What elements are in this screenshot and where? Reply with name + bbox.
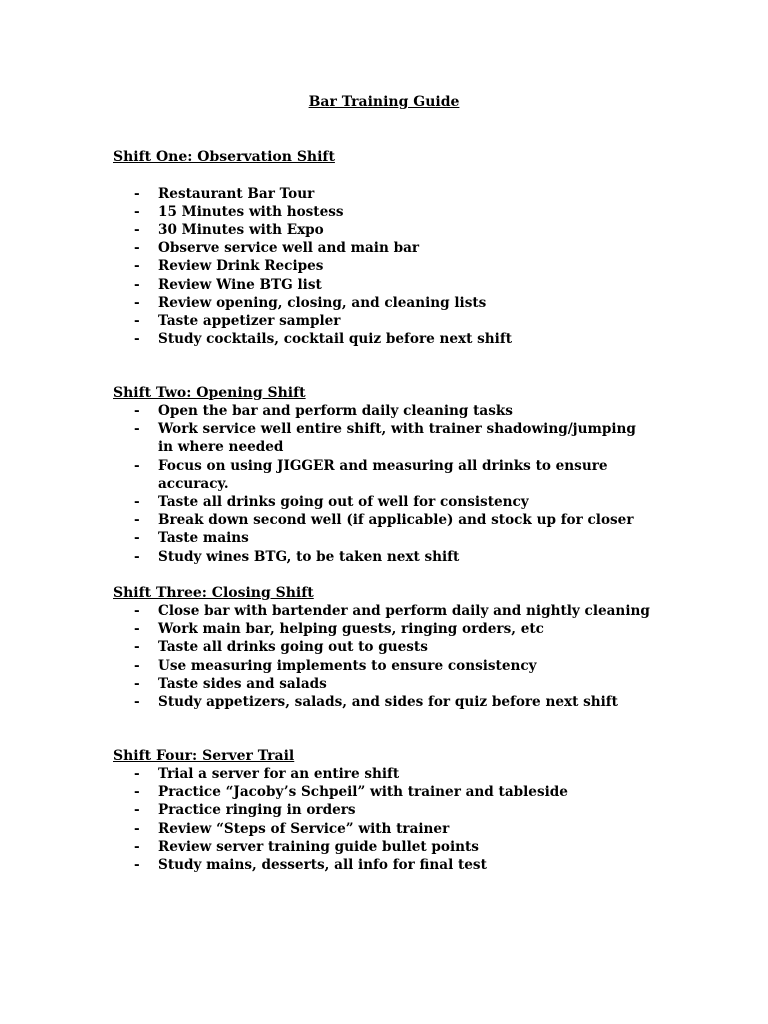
- bullet-marker: -: [134, 766, 140, 782]
- section-shift-one: [113, 148, 653, 348]
- bullet-item: [113, 294, 653, 312]
- bullet-marker: -: [134, 621, 140, 638]
- bullet-item: [113, 765, 653, 783]
- bullet-text: Restaurant Bar Tour: [158, 185, 315, 202]
- bullet-item: [113, 457, 653, 493]
- bullet-marker: -: [134, 221, 140, 238]
- document-title: Bar Training Guide: [308, 94, 460, 110]
- section-shift-four: [113, 747, 653, 874]
- bullet-text: Use measuring implements to ensure consistency: [158, 657, 537, 674]
- bullet-text: Break down second well (if applicable) and stock up for closer: [158, 512, 634, 529]
- bullet-text: Study mains, desserts, all info for final test: [158, 857, 487, 874]
- bullet-item: [113, 838, 653, 856]
- bullet-marker: -: [134, 494, 140, 511]
- bullet-text: Taste all drinks going out of well for consistency: [158, 494, 529, 511]
- bullet-marker: -: [134, 603, 140, 619]
- bullet-item: [113, 602, 653, 620]
- bullet-item: [113, 221, 653, 239]
- section-heading: Shift Three: Closing Shift: [113, 585, 314, 601]
- bullet-text: Taste appetizer sampler: [158, 312, 341, 329]
- bullet-item: [113, 820, 653, 838]
- bullet-marker: -: [134, 639, 140, 656]
- bullet-item: [113, 239, 653, 257]
- bullet-marker: -: [134, 457, 140, 474]
- bullet-item: [113, 420, 653, 456]
- bullet-marker: -: [134, 294, 140, 311]
- bullet-item: [113, 801, 653, 819]
- bullet-item: [113, 693, 653, 711]
- bullet-text: Review Wine BTG list: [158, 276, 322, 293]
- bullet-marker: -: [134, 838, 140, 855]
- bullet-item: [113, 402, 653, 420]
- section-heading: Shift One: Observation Shift: [113, 149, 335, 165]
- bullet-item: [113, 548, 653, 566]
- bullet-text: Taste mains: [158, 530, 249, 547]
- bullet-marker: -: [134, 548, 140, 565]
- bullet-text: Review “Steps of Service” with trainer: [158, 820, 450, 837]
- bullet-item: [113, 276, 653, 294]
- bullet-marker: -: [134, 258, 140, 275]
- bullet-text: Practice ringing in orders: [158, 802, 356, 819]
- bullet-marker: -: [134, 530, 140, 547]
- section-heading: Shift Two: Opening Shift: [113, 385, 306, 401]
- bullet-item: [113, 330, 653, 348]
- bullet-text: Close bar with bartender and perform daily and nightly cleaning: [158, 603, 650, 619]
- bullet-item: [113, 203, 653, 221]
- bullet-item: [113, 529, 653, 547]
- bullet-item: [113, 675, 653, 693]
- bullet-marker: -: [134, 694, 140, 711]
- bullet-text: Work main bar, helping guests, ringing orders, etc: [158, 621, 544, 638]
- bullet-marker: -: [134, 240, 140, 257]
- bullet-item: [113, 657, 653, 675]
- bullet-text: Open the bar and perform daily cleaning tasks: [158, 403, 513, 419]
- bullet-marker: -: [134, 857, 140, 874]
- bullet-text: Taste sides and salads: [158, 675, 327, 692]
- bullet-text: Review Drink Recipes: [158, 258, 324, 275]
- bullet-text: Work service well entire shift, with trainer shadowing/jumping in where needed: [158, 421, 636, 456]
- bullet-list: [113, 602, 653, 711]
- bullet-text: Observe service well and main bar: [158, 240, 420, 257]
- bullet-marker: -: [134, 276, 140, 293]
- bullet-marker: -: [134, 203, 140, 220]
- section-shift-three: [113, 584, 653, 711]
- bullet-marker: -: [134, 657, 140, 674]
- bullet-marker: -: [134, 185, 140, 202]
- bullet-marker: -: [134, 312, 140, 329]
- bullet-item: [113, 493, 653, 511]
- bullet-list: [113, 765, 653, 874]
- bullet-list: [113, 185, 653, 349]
- bullet-marker: -: [134, 820, 140, 837]
- bullet-marker: -: [134, 675, 140, 692]
- bullet-marker: -: [134, 421, 140, 438]
- bullet-marker: -: [134, 512, 140, 529]
- bullet-marker: -: [134, 331, 140, 348]
- bullet-text: Practice “Jacoby’s Schpeil” with trainer and tableside: [158, 784, 568, 801]
- bullet-text: Review server training guide bullet points: [158, 838, 479, 855]
- bullet-marker: -: [134, 802, 140, 819]
- bullet-item: [113, 856, 653, 874]
- bullet-text: Study wines BTG, to be taken next shift: [158, 548, 460, 565]
- bullet-item: [113, 620, 653, 638]
- section-shift-two: [113, 384, 653, 566]
- bullet-item: [113, 638, 653, 656]
- bullet-item: [113, 511, 653, 529]
- bullet-item: [113, 257, 653, 275]
- bullet-item: [113, 783, 653, 801]
- bullet-item: [113, 312, 653, 330]
- bullet-list: [113, 402, 653, 566]
- bullet-text: Study cocktails, cocktail quiz before next shift: [158, 331, 512, 348]
- bullet-marker: -: [134, 403, 140, 419]
- bullet-text: Trial a server for an entire shift: [158, 766, 400, 782]
- bullet-item: [113, 185, 653, 203]
- section-heading: Shift Four: Server Trail: [113, 748, 295, 764]
- bullet-text: Study appetizers, salads, and sides for quiz before next shift: [158, 694, 618, 711]
- bullet-text: Focus on using JIGGER and measuring all drinks to ensure accuracy.: [158, 457, 608, 492]
- bullet-marker: -: [134, 784, 140, 801]
- bullet-text: 15 Minutes with hostess: [158, 203, 344, 220]
- bullet-text: Taste all drinks going out to guests: [158, 639, 428, 656]
- bullet-text: 30 Minutes with Expo: [158, 221, 324, 238]
- bullet-text: Review opening, closing, and cleaning lists: [158, 294, 487, 311]
